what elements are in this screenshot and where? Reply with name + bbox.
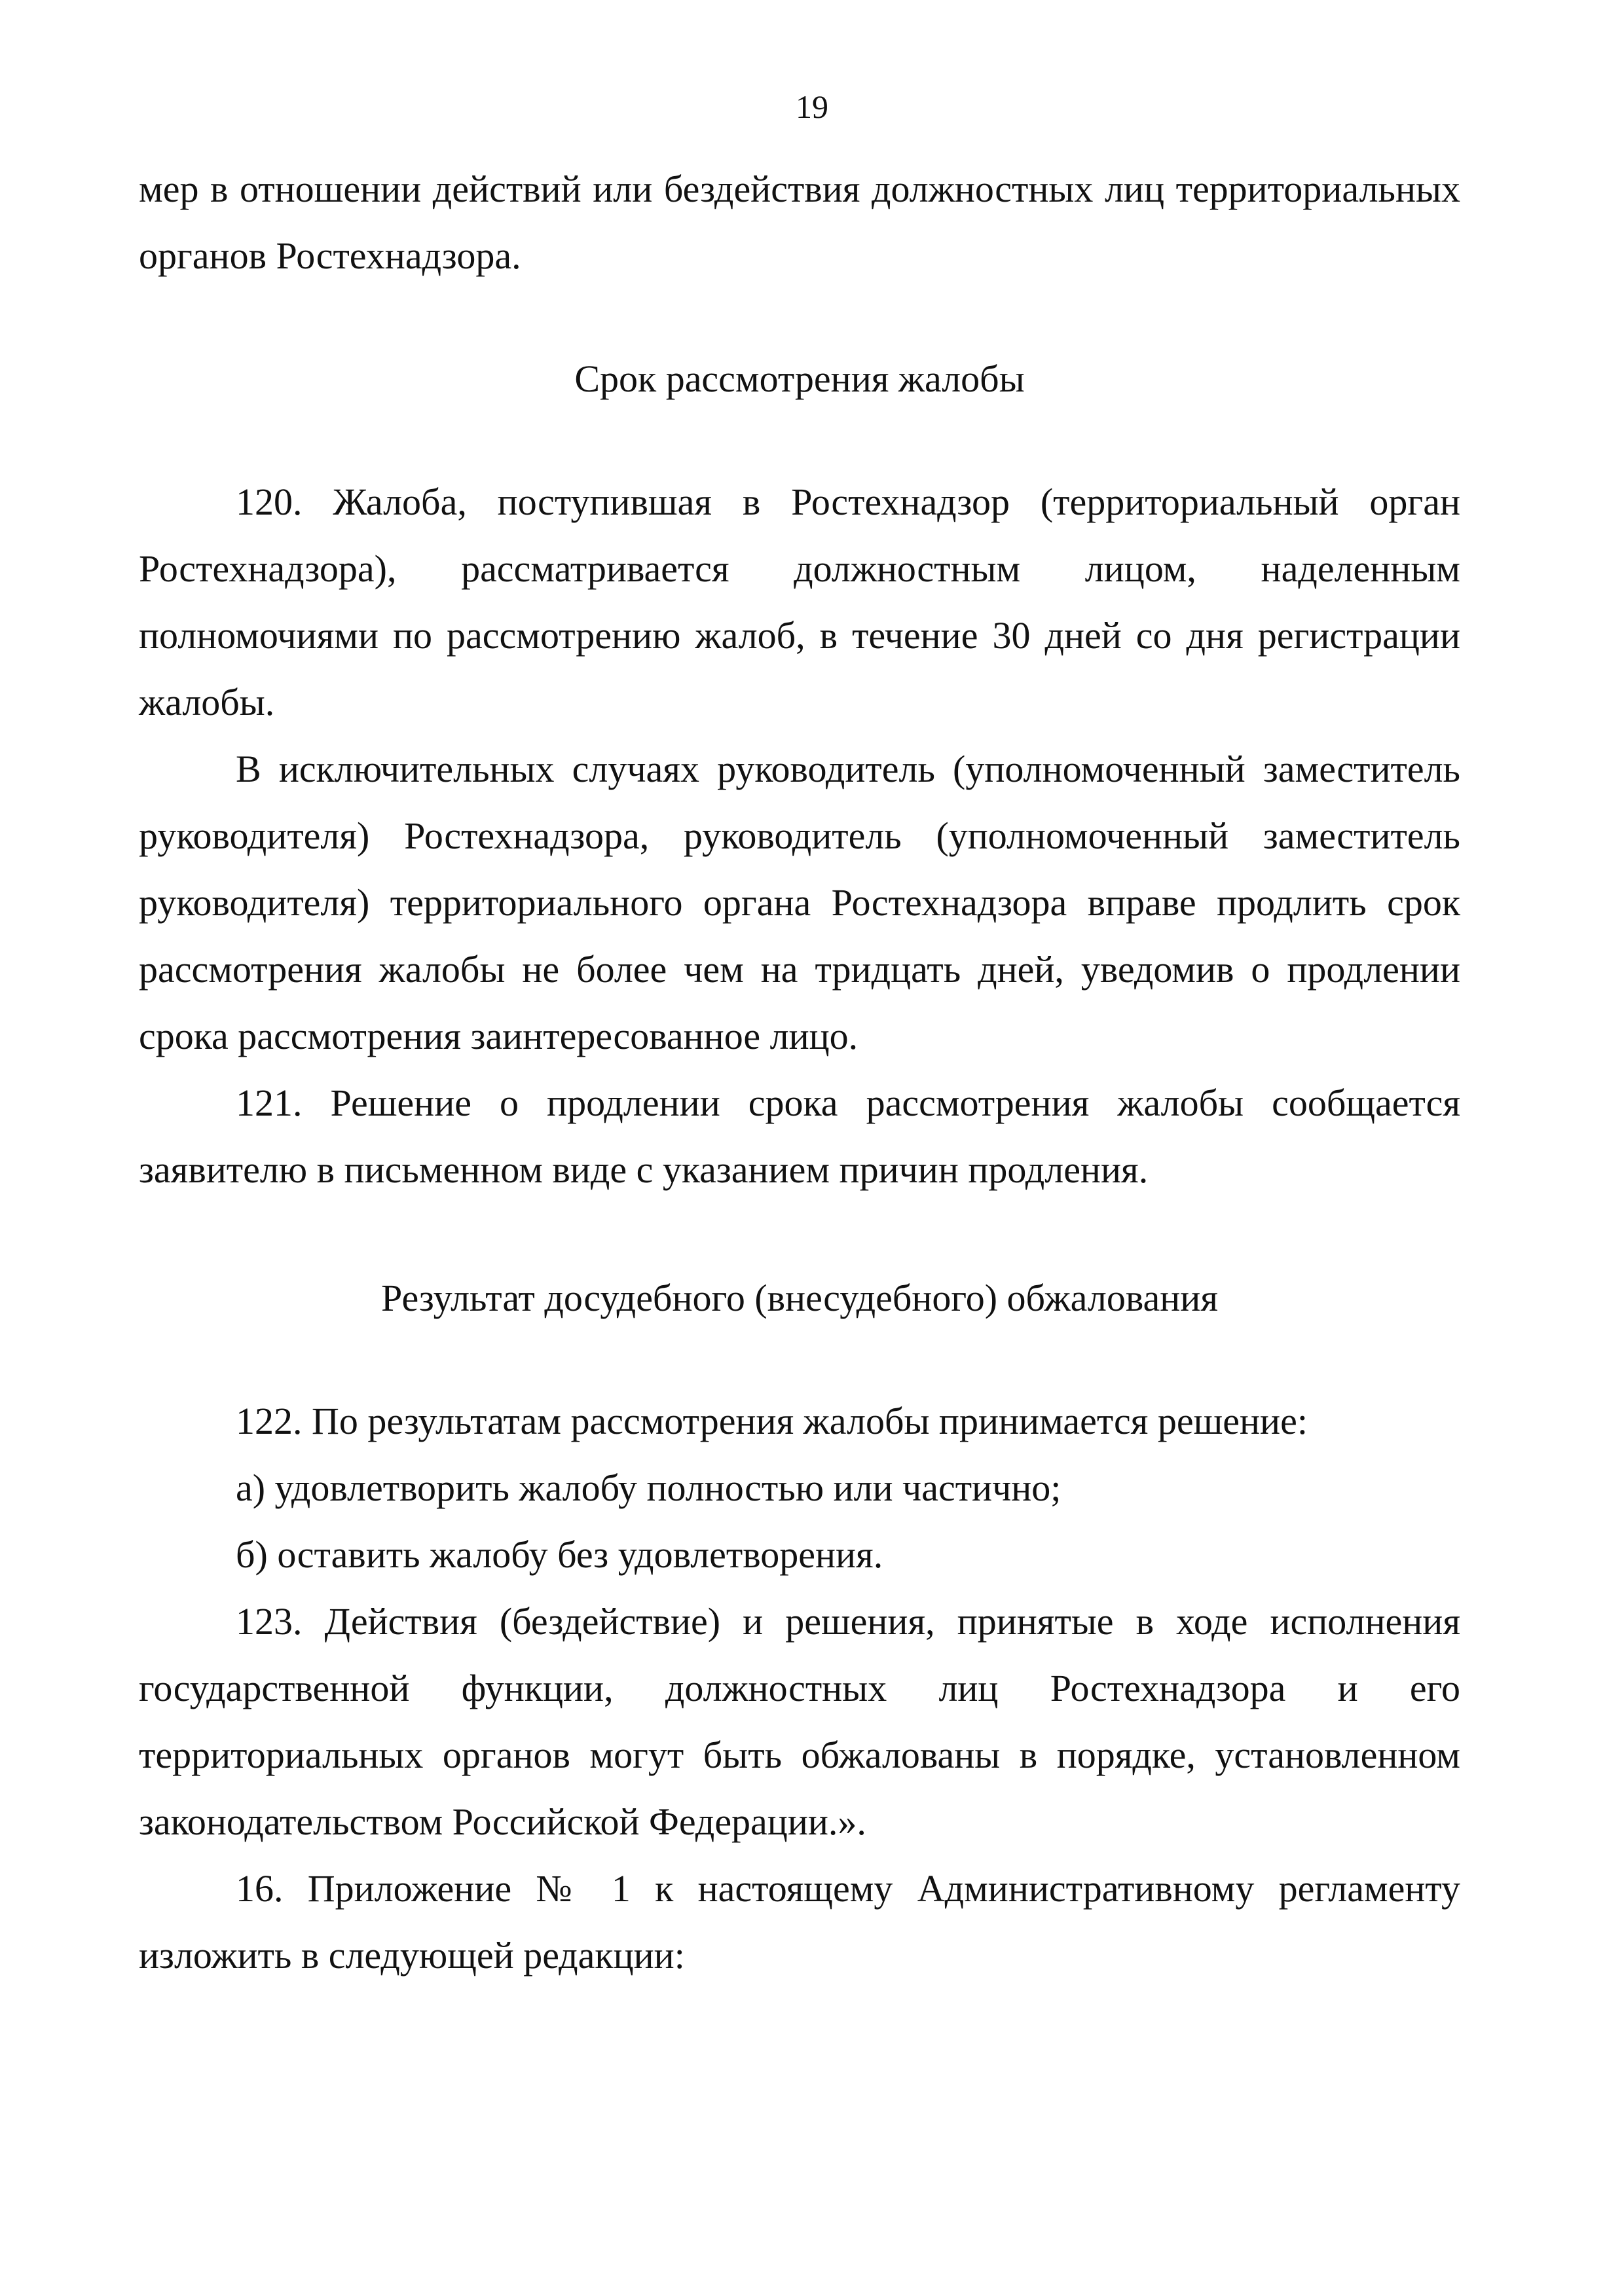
paragraph-122-item-a: а) удовлетворить жалобу полностью или частично;: [236, 1467, 1061, 1509]
page-number: 19: [796, 88, 828, 125]
paragraph-123: 123. Действия (бездействие) и решения, принятые в ходе исполнения государственной функции, должностных лиц Ростехнадзора и его территориальных органов могут быть обжалованы в порядке, установленном законодательством Российской Федерации.».: [139, 1600, 1460, 1843]
paragraph-continuation: мер в отношении действий или бездействия должностных лиц территориальных органов Ростехнадзора.: [139, 168, 1460, 277]
paragraph-16: 16. Приложение № 1 к настоящему Административному регламенту изложить в следующей редакции:: [139, 1867, 1460, 1977]
section-heading-complaint-term: Срок рассмотрения жалобы: [574, 357, 1025, 400]
paragraph-122-item-b: б) оставить жалобу без удовлетворения.: [236, 1533, 883, 1576]
paragraph-121: 121. Решение о продлении срока рассмотрения жалобы сообщается заявителю в письменном виде с указанием причин продления.: [139, 1082, 1460, 1191]
paragraph-120-exceptional-cases: В исключительных случаях руководитель (уполномоченный заместитель руководителя) Ростехнадзора, руководитель (уполномоченный заместитель руководителя) территориального органа Ростехнадзора вправе продлить срок рассмотрения жалобы не более чем на тридцать дней, уведомив о продлении срока рассмотрения заинтересованное лицо.: [139, 748, 1460, 1057]
section-heading-appeal-result: Результат досудебного (внесудебного) обжалования: [380, 1277, 1218, 1319]
paragraph-122: 122. По результатам рассмотрения жалобы принимается решение:: [236, 1400, 1308, 1442]
document-body: [139, 156, 1460, 1989]
paragraph-120: 120. Жалоба, поступившая в Ростехнадзор (территориальный орган Ростехнадзора), рассматривается должностным лицом, наделенным полномочиями по рассмотрению жалоб, в течение 30 дней со дня регистрации жалобы.: [139, 481, 1460, 723]
